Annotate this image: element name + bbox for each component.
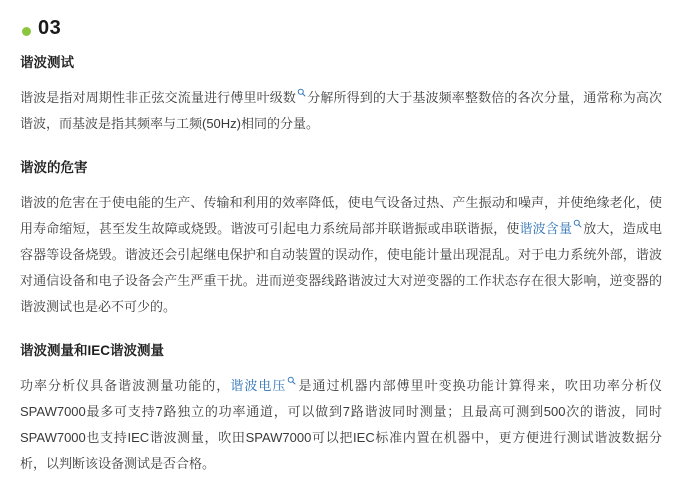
heading-harmonic-hazards: 谐波的危害 — [20, 159, 88, 175]
search-icon[interactable] — [573, 219, 582, 228]
text-run: 谐波的危害在于使电能的生产、传输和利用的效率降低，使电气设备过热、产生振动和噪声，并使绝缘老化，使用寿命缩短，甚至发生故障或烧毁。谐波可引起电力系统局部并联谐振或串联谐振，使 — [20, 194, 662, 236]
text-run: 放大，造成电容器等设备烧毁。谐波还会引起继电保护和自动装置的误动作，使电能计量出现混乱。对于电力系统外部，谐波对通信设备和电子设备会产生严重干扰。进而逆变器线路谐波过大对逆变器的工作状态存在很大影响，逆变器的谐波测试也是必不可少的。 — [20, 220, 662, 314]
link-harmonic-voltage[interactable]: 谐波电压 — [230, 377, 287, 393]
search-icon[interactable] — [297, 88, 306, 97]
section-number: 03 — [38, 17, 62, 39]
link-harmonic-content[interactable]: 谐波含量 — [519, 220, 573, 236]
search-icon[interactable] — [287, 376, 296, 385]
text-run: 谐波是指对周期性非正弦交流量进行傅里叶级数 — [20, 89, 297, 105]
text-run: 分解所得到的大于基波频率整数倍的各次分量，通常称为高次谐波，而基波是指其频率与工频(50Hz)相同的分量。 — [20, 89, 662, 131]
heading-harmonic-measurement-iec: 谐波测量和IEC谐波测量 — [20, 342, 165, 358]
paragraph-harmonic-test — [20, 85, 662, 137]
text-run: 是通过机器内部傅里叶变换功能计算得来，吹田功率分析仪SPAW7000最多可支持7路独立的功率通道，可以做到7路谐波同时测量；且最高可测到500次的谐波，同时SPAW7000也支持IEC谐波测量，吹田SPAW7000可以把IEC标准内置在机器中，更方便进行测试谐波数据分析，以判断该设备测试是否合格。 — [20, 377, 662, 471]
paragraph-harmonic-measurement-iec — [20, 373, 662, 477]
text-run: 功率分析仪具备谐波测量功能的， — [20, 377, 231, 393]
heading-harmonic-test: 谐波测试 — [20, 55, 74, 70]
paragraph-harmonic-hazards — [20, 190, 662, 320]
bullet-dot-icon — [22, 27, 31, 36]
section-number-row — [22, 18, 662, 38]
